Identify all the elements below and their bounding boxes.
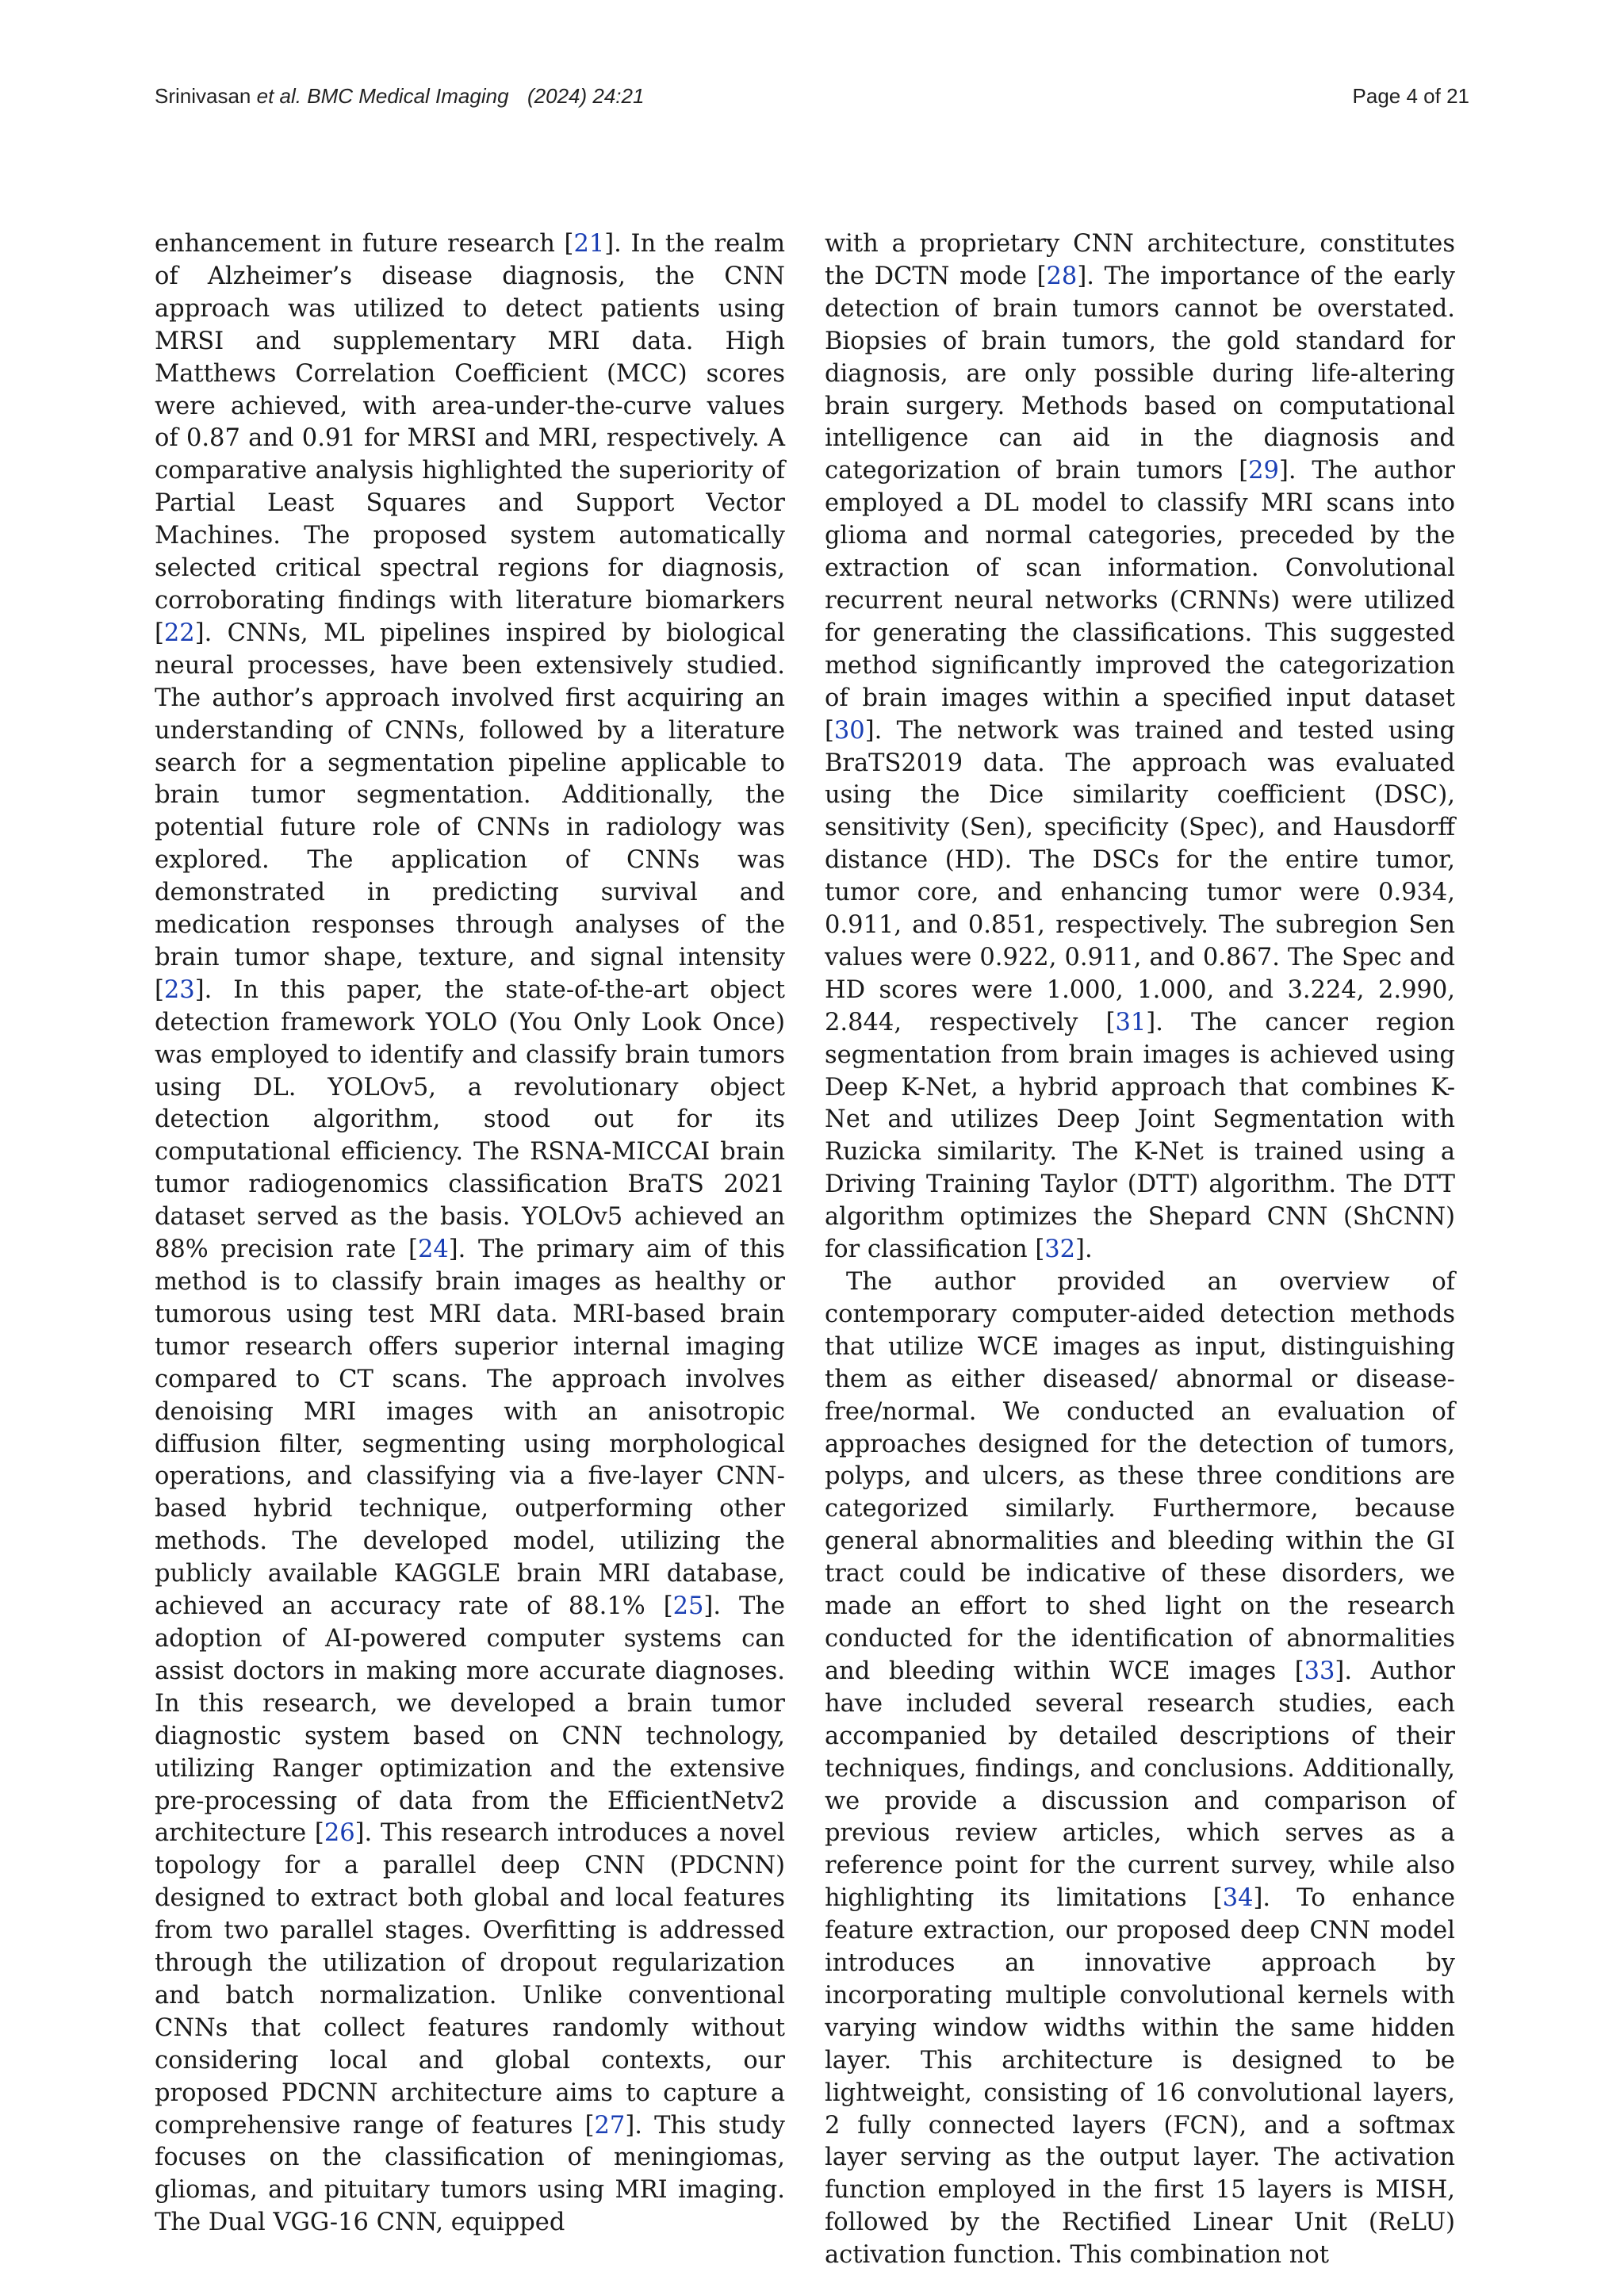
right-text-column	[825, 228, 1455, 2272]
running-header	[155, 84, 1469, 119]
citation-link[interactable]: 30	[833, 716, 865, 745]
text-run: The author provided an overview of contemporary computer-aided detection methods that utilize WCE images as input, distinguishing them as either diseased/ abnormal or disease-free/normal. We conducted an evaluation of approaches designed for the detection of tumors, polyps, and ulcers, as these three conditions are categorized similarly. Furthermore, because general abnormalities and bleeding within the GI tract could be indicative of these disorders, we made an effort to shed light on the research conducted for the identification of abnormalities and bleeding within WCE images [	[825, 1268, 1455, 1685]
text-run: ]. This study focuses on the classification of meningiomas, gliomas, and pituitary tumors using MRI imaging. The Dual VGG-16 CNN, equipped	[155, 2111, 786, 2237]
citation-link[interactable]: 26	[324, 1819, 355, 1848]
paragraph	[155, 228, 785, 2239]
text-run: ]. This research introduces a novel topology for a parallel deep CNN (PDCNN) designed to extract both global and local features from two parallel stages. Overfitting is addressed through the utilization of dropout regularization and batch normalization. Unlike conventional CNNs that collect features randomly without considering local and global contexts, our proposed PDCNN architecture aims to capture a comprehensive range of features [	[155, 1819, 785, 2140]
citation-link[interactable]: 31	[1115, 1008, 1147, 1036]
text-run: ]. The cancer region segmentation from brain images is achieved using Deep K-Net, a hybrid approach that combines K-Net and utilizes Deep Joint Segmentation with Ruzicka similarity. The K-Net is trained using a Driving Training Taylor (DTT) algorithm. The DTT algorithm optimizes the Shepard CNN (ShCNN) for classification [	[825, 1008, 1455, 1264]
paragraph	[825, 1266, 1455, 2272]
citation-link[interactable]: 29	[1248, 457, 1279, 485]
header-journal: et al. BMC Medical Imaging	[256, 84, 509, 108]
header-citation	[155, 84, 509, 109]
citation-link[interactable]: 25	[672, 1592, 704, 1621]
citation-link[interactable]: 24	[417, 1236, 449, 1264]
text-run: ]. Author have included several research studies, each accompanied by detailed descriptions of their techniques, findings, and conclusions. Additionally, we provide a discussion and comparison of previous review articles, which serves as a reference point for the current survey, while also highlighting its limitations [	[825, 1657, 1455, 1913]
header-authors: Srinivasan	[155, 84, 251, 108]
citation-link[interactable]: 27	[594, 2111, 626, 2140]
text-run: ]. The primary aim of this method is to classify brain images as healthy or tumorous using test MRI data. MRI-based brain tumor research offers superior internal imaging compared to CT scans. The approach involves denoising MRI images with an anisotropic diffusion filter, segmenting using morphological operations, and classifying via a five-layer CNN-based hybrid technique, outperforming other methods. The developed model, utilizing the publicly available KAGGLE brain MRI database, achieved an accuracy rate of 88.1% [	[155, 1236, 786, 1621]
citation-link[interactable]: 21	[573, 230, 605, 258]
citation-link[interactable]: 23	[163, 975, 195, 1004]
citation-link[interactable]: 33	[1304, 1657, 1335, 1685]
text-run: enhancement in future research [	[155, 230, 574, 258]
page-number: Page 4 of 21	[1352, 84, 1469, 108]
text-run: ]. In this paper, the state-of-the-art object detection framework YOLO (You Only Look Once) was employed to identify and classify brain tumors using DL. YOLOv5, a revolutionary object detection algorithm, stood out for its computational efficiency. The RSNA-MICCAI brain tumor radiogenomics classification BraTS 2021 dataset served as the basis. YOLOv5 achieved an 88% precision rate [	[155, 975, 785, 1264]
text-run: ]. The importance of the early detection of brain tumors cannot be overstated. Biopsies of brain tumors, the gold standard for diagnosis, are only possible during life-altering brain surgery. Methods based on computational intelligence can aid in the diagnosis and categorization of brain tumors [	[825, 262, 1455, 485]
citation-link[interactable]: 34	[1222, 1884, 1254, 1913]
text-run: ]. The network was trained and tested using BraTS2019 data. The approach was evaluated using the Dice similarity coefficient (DSC), sensitivity (Sen), specificity (Spec), and Hausdorff distance (HD). The DSCs for the entire tumor, tumor core, and enhancing tumor were 0.934, 0.911, and 0.851, respectively. The subregion Sen values were 0.922, 0.911, and 0.867. The Spec and HD scores were 1.000, 1.000, and 3.224, 2.990, 2.844, respectively [	[825, 716, 1455, 1036]
left-text-column	[155, 228, 785, 2239]
paragraph	[825, 228, 1455, 1266]
text-run: ]. In the realm of Alzheimer’s disease diagnosis, the CNN approach was utilized to detect patients using MRSI and supplementary MRI data. High Matthews Correlation Coefficient (MCC) scores were achieved, with area-under-the-curve values of 0.87 and 0.91 for MRSI and MRI, respectively. A comparative analysis highlighted the superiority of Partial Least Squares and Support Vector Machines. The proposed system automatically selected critical spectral regions for diagnosis, corroborating findings with literature biomarkers [	[155, 230, 785, 647]
header-year-volume: (2024) 24:21	[527, 84, 645, 108]
text-run: ]. The adoption of AI-powered computer systems can assist doctors in making more accurate diagnoses. In this research, we developed a brain tumor diagnostic system based on CNN technology, utilizing Ranger optimization and the extensive pre-processing of data from the EfficientNetv2 architecture [	[155, 1592, 785, 1848]
text-run: ]. To enhance feature extraction, our proposed deep CNN model introduces an innovative approach by incorporating multiple convolutional kernels with varying window widths within the same hidden layer. This architecture is designed to be lightweight, consisting of 16 convolutional layers, 2 fully connected layers (FCN), and a softmax layer serving as the output layer. The activation function employed in the first 15 layers is MISH, followed by the Rectified Linear Unit (ReLU) activation function. This combination not	[825, 1884, 1455, 2270]
citation-link[interactable]: 22	[163, 619, 195, 647]
text-run: ]. The author employed a DL model to classify MRI scans into glioma and normal categories, preceded by the extraction of scan information. Convolutional recurrent neural networks (CRNNs) were utilized for generating the classifications. This suggested method significantly improved the categorization of brain images within a specified input dataset [	[825, 457, 1455, 745]
citation-link[interactable]: 32	[1044, 1236, 1076, 1264]
citation-link[interactable]: 28	[1046, 262, 1078, 290]
text-run: with a proprietary CNN architecture, constitutes the DCTN mode [	[825, 230, 1455, 290]
text-run: ]. CNNs, ML pipelines inspired by biological neural processes, have been extensively studied. The author’s approach involved first acquiring an understanding of CNNs, followed by a literature search for a segmentation pipeline applicable to brain tumor segmentation. Additionally, the potential future role of CNNs in radiology was explored. The application of CNNs was demonstrated in predicting survival and medication responses through analyses of the brain tumor shape, texture, and signal intensity [	[155, 619, 785, 1004]
text-run: ].	[1075, 1236, 1093, 1264]
